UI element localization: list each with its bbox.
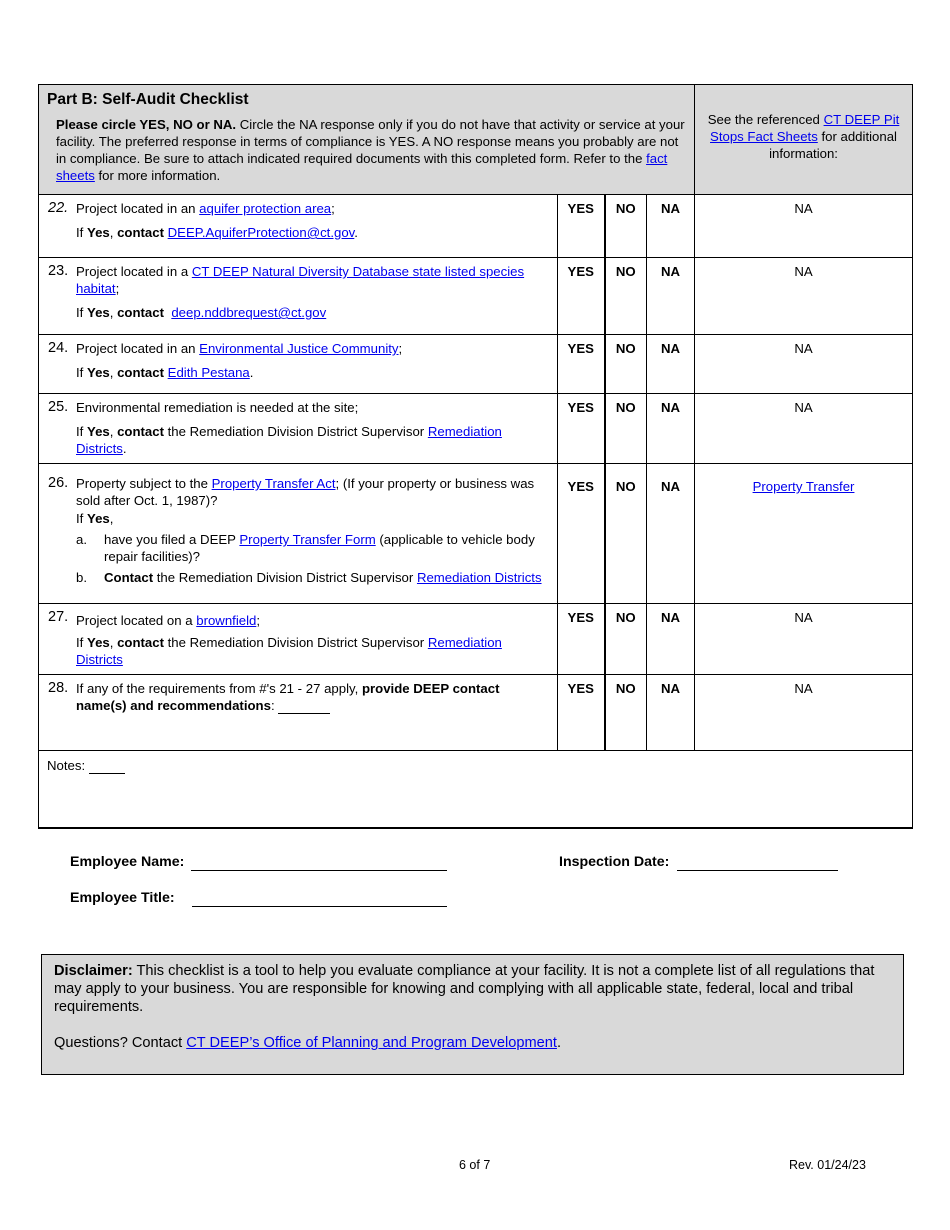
na-option[interactable]: NA — [647, 195, 695, 258]
remediation-districts-link[interactable]: Remediation Districts — [416, 570, 542, 585]
pit-stops-fact-sheets-link[interactable]: CT DEEP Pit Stops Fact Sheets — [710, 112, 900, 144]
reference-post: for additional information: — [769, 129, 897, 161]
office-planning-link[interactable]: CT DEEP’s Office of Planning and Program Development — [186, 1035, 557, 1051]
item-punct: : — [270, 698, 275, 713]
reference-value: NA — [695, 195, 913, 258]
checklist-header-row — [39, 85, 913, 195]
edith-pestana-link[interactable]: Edith Pestana — [167, 365, 250, 380]
property-transfer-act-link[interactable]: Property Transfer Act — [211, 476, 336, 491]
page-title: Part B: Self-Audit Checklist — [47, 91, 249, 108]
item-punct: ; (If your property or business was sold after Oct. 1, 1987)? — [76, 476, 535, 508]
revision-date: Rev. 01/24/23 — [789, 1158, 866, 1172]
reference-pre: See the referenced — [707, 112, 824, 127]
item-question: Project located in an — [76, 341, 200, 356]
item-number: 24. — [48, 340, 69, 356]
environmental-justice-link[interactable]: Environmental Justice Community — [199, 341, 399, 356]
employee-name-line[interactable] — [191, 870, 447, 871]
sub-item-a — [76, 531, 549, 565]
comma: , — [109, 365, 118, 380]
comma: , — [109, 511, 114, 526]
no-option[interactable]: NO — [605, 394, 647, 464]
sub-text: the Remediation Division District Supervisor — [153, 570, 417, 585]
disclaimer-box — [41, 954, 904, 1075]
na-option[interactable]: NA — [647, 394, 695, 464]
instructions — [56, 116, 686, 184]
item-punct: ; — [115, 281, 120, 296]
employee-title-line[interactable] — [192, 906, 447, 907]
na-option[interactable]: NA — [647, 604, 695, 675]
disclaimer-text — [54, 962, 891, 1016]
reference-value: NA — [695, 394, 913, 464]
contact-bold: contact — [117, 365, 164, 380]
item-punct: ; — [256, 613, 261, 628]
remediation-districts-link[interactable]: Remediation Districts — [76, 635, 502, 667]
item-punct: ; — [331, 201, 335, 216]
remediation-districts-link[interactable]: Remediation Districts — [76, 424, 502, 456]
yes-option[interactable]: YES — [558, 604, 605, 675]
no-option[interactable]: NO — [605, 464, 647, 604]
checklist-row-27 — [39, 604, 913, 675]
na-option[interactable]: NA — [647, 258, 695, 335]
item-rest: the Remediation Division District Supervisor — [163, 635, 428, 650]
reference-value: NA — [695, 604, 913, 675]
sub-letter: a. — [76, 532, 87, 547]
inspection-date-line[interactable] — [677, 870, 838, 871]
questions-line — [54, 1034, 891, 1052]
contact-bold: contact — [117, 635, 164, 650]
checklist-row-28 — [39, 675, 913, 751]
reference-value: NA — [695, 258, 913, 335]
item-end: . — [354, 225, 358, 240]
item-number: 27. — [48, 609, 69, 625]
item-number: 25. — [48, 399, 69, 415]
sub-text: have you filed a DEEP — [104, 532, 240, 547]
property-transfer-form-link[interactable]: Property Transfer Form — [239, 532, 376, 547]
questions-text: Questions? Contact — [54, 1035, 187, 1051]
contact-bold: Contact — [104, 570, 154, 585]
no-option[interactable]: NO — [605, 335, 647, 394]
aquifer-protection-link[interactable]: aquifer protection area — [199, 201, 332, 216]
yes-bold: Yes — [87, 511, 110, 526]
yes-bold: Yes — [87, 305, 110, 320]
item-end: . — [122, 441, 127, 456]
brownfield-link[interactable]: brownfield — [196, 613, 257, 628]
fact-sheets-link[interactable]: fact sheets — [56, 151, 668, 183]
contact-bold: contact — [117, 424, 164, 439]
employee-name-label: Employee Name: — [70, 854, 185, 870]
nddb-habitat-link[interactable]: CT DEEP Natural Diversity Database state listed species habitat — [76, 264, 525, 296]
comma: , — [109, 225, 118, 240]
if-label: If — [76, 424, 87, 439]
na-option[interactable]: NA — [647, 675, 695, 751]
item-number: 26. — [48, 475, 69, 491]
item-text — [39, 675, 558, 751]
item-punct: ; — [398, 341, 403, 356]
property-transfer-link[interactable]: Property Transfer — [752, 479, 855, 494]
self-audit-checklist-table — [38, 84, 913, 829]
if-label: If — [76, 365, 87, 380]
na-option[interactable]: NA — [647, 335, 695, 394]
employee-title-label: Employee Title: — [70, 890, 175, 906]
item-question: Project located in an — [76, 201, 200, 216]
notes-label: Notes: — [47, 758, 86, 773]
comma: , — [109, 305, 118, 320]
yes-option[interactable]: YES — [558, 335, 605, 394]
reference-cell — [695, 464, 913, 604]
no-option[interactable]: NO — [605, 675, 647, 751]
item-question: Project located on a — [76, 613, 197, 628]
item-rest: the Remediation Division District Supervisor — [163, 424, 428, 439]
sub-letter: b. — [76, 570, 87, 585]
item-question: Property subject to the — [76, 476, 212, 491]
if-label: If — [76, 635, 87, 650]
yes-bold: Yes — [87, 424, 110, 439]
inspection-date-label: Inspection Date: — [559, 854, 670, 870]
instructions-end: for more information. — [94, 168, 221, 183]
instructions-text: Circle the NA response only if you do not have that activity or service at your facility. The preferred response in terms of compliance is YES. A NO response means you probably are not in compliance. Be sure to attach indicated required documents with this completed form. Refer to the — [56, 117, 685, 166]
notes-blank[interactable] — [89, 763, 125, 774]
na-option[interactable]: NA — [647, 464, 695, 604]
checklist-row-25 — [39, 394, 913, 464]
disclaimer-label: Disclaimer: — [54, 963, 133, 979]
item-text — [39, 195, 558, 258]
checklist-row-23 — [39, 258, 913, 335]
yes-option[interactable]: YES — [558, 675, 605, 751]
aquifer-email-link[interactable]: DEEP.AquiferProtection@ct.gov — [167, 225, 355, 240]
no-option[interactable]: NO — [605, 604, 647, 675]
item-text — [39, 335, 558, 394]
checklist-row-22 — [39, 195, 913, 258]
header-reference-cell — [695, 85, 913, 195]
item-number: 23. — [48, 263, 69, 279]
item-number: 22. — [48, 200, 69, 216]
item-text — [39, 258, 558, 335]
contact-bold: contact — [117, 225, 164, 240]
item-text — [39, 604, 558, 675]
nddb-email-link[interactable]: deep.nddbrequest@ct.gov — [171, 305, 327, 320]
questions-end: . — [556, 1035, 562, 1051]
yes-option[interactable]: YES — [558, 258, 605, 335]
no-option[interactable]: NO — [605, 258, 647, 335]
comma: , — [109, 424, 118, 439]
yes-bold: Yes — [87, 635, 110, 650]
page-number: 6 of 7 — [459, 1158, 491, 1172]
yes-option[interactable]: YES — [558, 464, 605, 604]
item-number: 28. — [48, 680, 69, 696]
checklist-row-24 — [39, 335, 913, 394]
item-end: . — [249, 365, 254, 380]
contact-bold: contact — [117, 305, 164, 320]
item-text — [39, 464, 558, 604]
notes-row — [39, 751, 913, 829]
yes-option[interactable]: YES — [558, 195, 605, 258]
reference-value: NA — [695, 675, 913, 751]
sub-item-b — [76, 569, 549, 586]
checklist-row-26 — [39, 464, 913, 604]
if-label: If — [76, 511, 87, 526]
disclaimer-body: This checklist is a tool to help you evaluate compliance at your facility. It is not a complete list of all regulations that may apply to your business. You are responsible for knowing and complying with all applicable state, federal, local and tribal requirements. — [54, 963, 875, 1015]
item-question: Environmental remediation is needed at the site; — [76, 400, 359, 415]
yes-option[interactable]: YES — [558, 394, 605, 464]
reference-value: NA — [695, 335, 913, 394]
comma: , — [109, 635, 118, 650]
item-question: If any of the requirements from #'s 21 - 27 apply, — [76, 681, 362, 696]
yes-bold: Yes — [87, 365, 110, 380]
if-label: If — [76, 225, 87, 240]
instructions-bold: Please circle YES, NO or NA. — [56, 117, 237, 132]
recommendations-blank[interactable] — [278, 703, 330, 714]
item-text — [39, 394, 558, 464]
if-label: If — [76, 305, 87, 320]
notes-cell — [39, 751, 913, 829]
sub-text-post: (applicable to vehicle body repair facilities)? — [104, 532, 535, 564]
yes-bold: Yes — [87, 225, 110, 240]
item-question: Project located in a — [76, 264, 192, 279]
no-option[interactable]: NO — [605, 195, 647, 258]
header-instructions-cell — [39, 85, 695, 195]
item-bold: provide DEEP contact name(s) and recommendations — [76, 681, 500, 713]
